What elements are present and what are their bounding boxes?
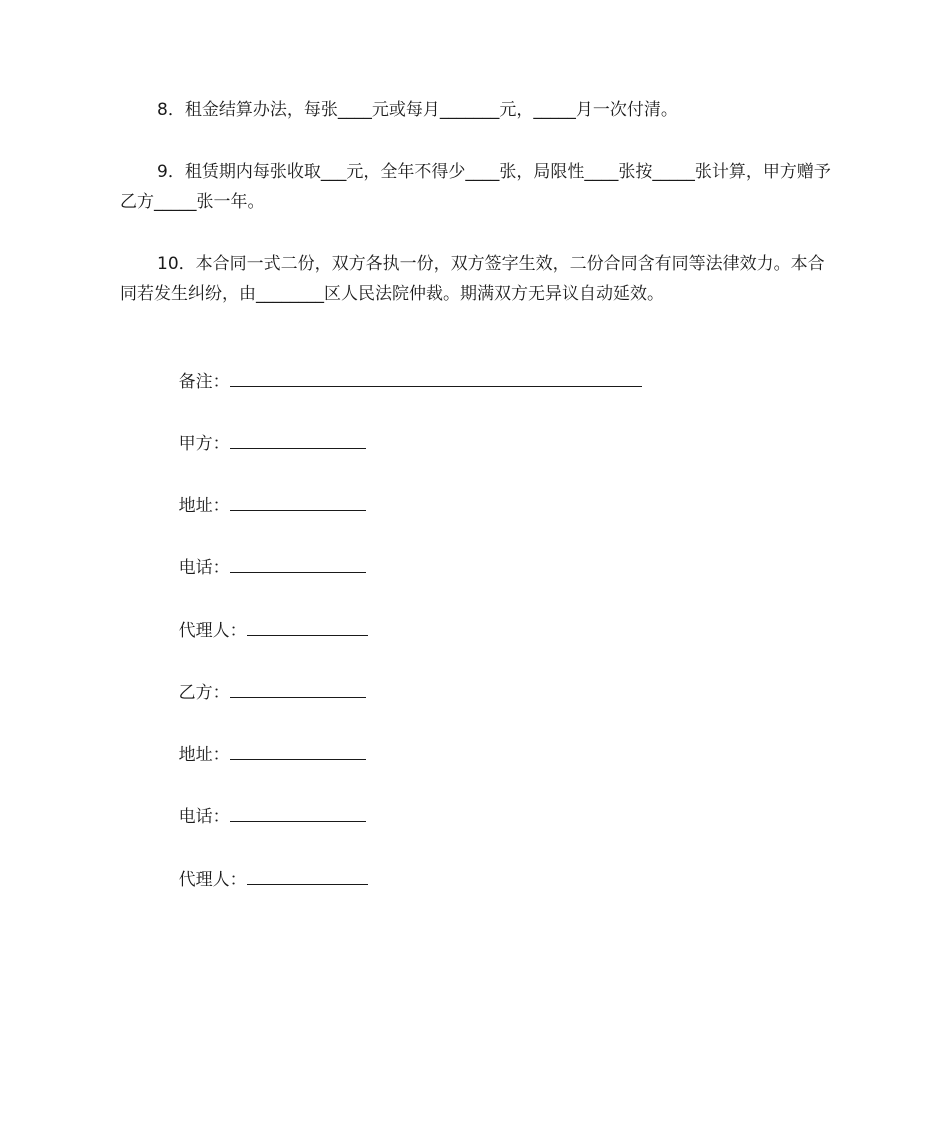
party-b-agent-blank-line[interactable]: [247, 866, 368, 885]
party-a-phone-label: 电话：: [178, 558, 230, 578]
party-b-label: 乙方：: [178, 683, 230, 703]
party-a-agent-blank-line[interactable]: [247, 617, 368, 636]
clause-10-paragraph: 10．本合同一式二份，双方各执一份，双方签字生效，二份合同含有同等法律效力。本合同若发生纠纷，由________区人民法院仲裁。期满双方无异议自动延效。: [120, 254, 825, 304]
party-b-address-label: 地址：: [178, 745, 230, 765]
clause-9-paragraph: 9．租赁期内每张收取___元，全年不得少____张，局限性____张按_____张计算，甲方赠予乙方_____张一年。: [120, 162, 831, 212]
party-b-phone-blank-line[interactable]: [230, 803, 366, 822]
party-a-address-label: 地址：: [178, 496, 230, 516]
party-b-agent-label: 代理人：: [178, 870, 247, 890]
remarks-blank-line[interactable]: [230, 368, 642, 387]
party-b-blank-line[interactable]: [230, 679, 366, 698]
party-a-phone-blank-line[interactable]: [230, 554, 366, 573]
remarks-label: 备注：: [178, 372, 230, 392]
party-b-address-blank-line[interactable]: [230, 741, 366, 760]
party-a-label: 甲方：: [178, 434, 230, 454]
party-b-agent-field: [157, 838, 368, 922]
party-a-agent-label: 代理人：: [178, 621, 247, 641]
party-a-blank-line[interactable]: [230, 430, 366, 449]
clause-8-paragraph: 8．租金结算办法，每张____元或每月_______元，_____月一次付清。: [157, 100, 678, 120]
party-a-address-blank-line[interactable]: [230, 492, 366, 511]
party-b-phone-label: 电话：: [178, 807, 230, 827]
